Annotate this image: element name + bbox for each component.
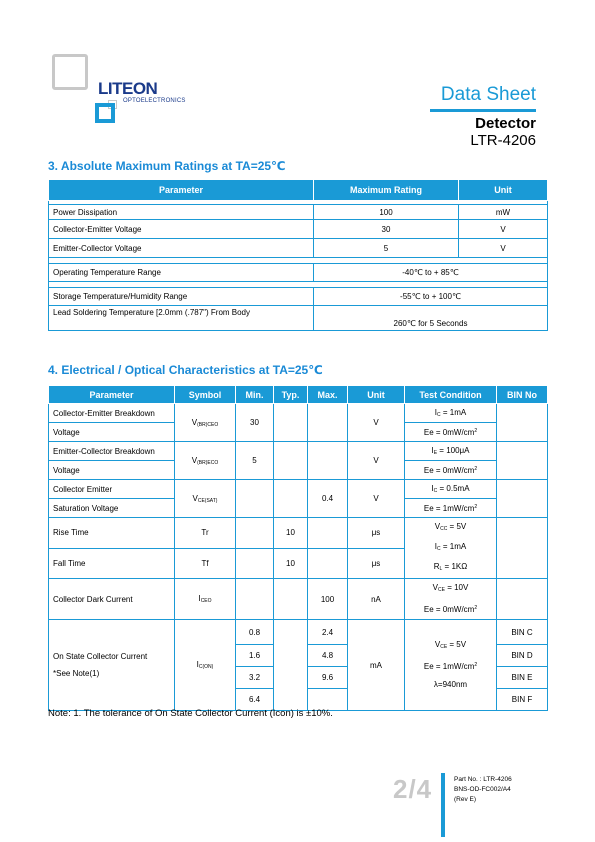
table-row — [49, 239, 548, 258]
cell-bin: BIN D — [497, 645, 548, 667]
cell-condition: $I_C = 0.5mA$ — [405, 480, 497, 499]
section-4-title: 4. Electrical / Optical Characteristics at TA=25℃ — [48, 363, 323, 377]
table-row — [49, 264, 548, 282]
doc-title: Data Sheet — [440, 84, 536, 105]
cell-rating: 30 — [314, 220, 459, 239]
cell-param: On State Collector Current *See Note(1) — [49, 620, 175, 711]
logo-square-blue — [95, 103, 115, 123]
section-3-title: 3. Absolute Maximum Ratings at TA=25℃ — [48, 159, 286, 173]
cell-typ: 10 — [274, 518, 308, 549]
cell-param: Emitter-Collector Breakdown — [49, 442, 175, 461]
page-number: 2/4 — [393, 774, 433, 804]
footer-bar — [441, 773, 445, 837]
cell-min: 3.2 — [236, 667, 274, 689]
cell-bin — [497, 518, 548, 579]
cell-param: Fall Time — [49, 548, 175, 579]
footnote: Note: 1. The tolerance of On State Collector Current (Icon) is ±10%. — [48, 708, 333, 719]
table-header: Maximum Rating — [314, 180, 459, 201]
cell-min — [236, 579, 274, 620]
cell-rating: -40℃ to + 85℃ — [314, 264, 548, 282]
cell-condition: $I_E = 100\mu A$ — [405, 442, 497, 461]
cell-bin: BIN C — [497, 620, 548, 645]
cell-unit: V — [348, 404, 405, 442]
cell-bin — [497, 442, 548, 480]
cell-symbol: $V_{CE(SAT)}$ — [175, 480, 236, 518]
cell-param: Collector-Emitter Voltage — [49, 220, 314, 239]
table-header: Symbol — [175, 386, 236, 404]
cell-unit: mA — [348, 620, 405, 711]
table-header: Max. — [308, 386, 348, 404]
cell-unit: V — [459, 239, 548, 258]
table-header: BIN No — [497, 386, 548, 404]
cell-rating: 100 — [314, 205, 459, 220]
table-header: Parameter — [49, 180, 314, 201]
cell-condition: $Ee = 0mW/cm^2$ — [405, 423, 497, 442]
table-header: Test Condition — [405, 386, 497, 404]
footer-part-no: Part No. : LTR-4206 — [454, 776, 512, 783]
cell-max: 4.8 — [308, 645, 348, 667]
cell-symbol: $I_{C(ON)}$ — [175, 620, 236, 711]
title-underline — [430, 109, 536, 112]
cell-min: 5 — [236, 442, 274, 480]
cell-symbol: $I_{CEO}$ — [175, 579, 236, 620]
table-row — [49, 288, 548, 306]
cell-param: Saturation Voltage — [49, 499, 175, 518]
cell-param: Voltage — [49, 461, 175, 480]
table-row — [49, 518, 548, 549]
cell-symbol: $V_{(BR)CEO}$ — [175, 404, 236, 442]
cell-param: Storage Temperature/Humidity Range — [49, 288, 314, 306]
cell-param: Lead Soldering Temperature [2.0mm (.787") From Body — [49, 306, 314, 331]
cell-param: Voltage — [49, 423, 175, 442]
table-row — [49, 620, 548, 645]
cell-param: Power Dissipation — [49, 205, 314, 220]
cell-max — [308, 404, 348, 442]
cell-rating: 5 — [314, 239, 459, 258]
cell-condition: $Ee = 0mW/cm^2$ — [405, 461, 497, 480]
cell-param: Collector-Emitter Breakdown — [49, 404, 175, 423]
table-row — [49, 579, 548, 620]
table-row — [49, 205, 548, 220]
cell-unit: μs — [348, 548, 405, 579]
table-row — [49, 306, 548, 331]
cell-symbol: Tf — [175, 548, 236, 579]
cell-condition: $I_C = 1mA$ — [405, 404, 497, 423]
table-row — [49, 220, 548, 239]
cell-param: Rise Time — [49, 518, 175, 549]
footer-doc-no: BNS-OD-FC002/A4 — [454, 786, 511, 793]
cell-typ — [274, 442, 308, 480]
cell-bin — [497, 480, 548, 518]
cell-typ — [274, 404, 308, 442]
cell-typ — [274, 579, 308, 620]
cell-unit: V — [348, 480, 405, 518]
cell-rating: 260℃ for 5 Seconds — [314, 306, 548, 331]
cell-min — [236, 480, 274, 518]
cell-param: Emitter-Collector Voltage — [49, 239, 314, 258]
characteristics-table — [48, 385, 548, 711]
cell-min: 30 — [236, 404, 274, 442]
cell-bin: BIN E — [497, 667, 548, 689]
cell-condition: $V_{CE} = 5V$ $Ee = 1mW/cm^2$ λ=940nm — [405, 620, 497, 711]
cell-symbol: $V_{(BR)ECO}$ — [175, 442, 236, 480]
cell-unit: nA — [348, 579, 405, 620]
logo-text: LITEON — [98, 79, 158, 98]
cell-bin: BIN F — [497, 689, 548, 711]
max-ratings-table — [48, 179, 548, 331]
cell-bin — [497, 404, 548, 442]
table-header: Min. — [236, 386, 274, 404]
cell-param: Collector Dark Current — [49, 579, 175, 620]
table-header: Typ. — [274, 386, 308, 404]
table-header: Unit — [348, 386, 405, 404]
cell-typ: 10 — [274, 548, 308, 579]
cell-min: 0.8 — [236, 620, 274, 645]
table-row — [49, 480, 548, 499]
table-row — [49, 404, 548, 423]
cell-max: 2.4 — [308, 620, 348, 645]
cell-unit: V — [348, 442, 405, 480]
logo-subtext: OPTOELECTRONICS — [123, 98, 186, 104]
cell-symbol: Tr — [175, 518, 236, 549]
part-number: LTR-4206 — [470, 132, 536, 149]
table-header: Unit — [459, 180, 548, 201]
cell-max — [308, 518, 348, 549]
cell-max: 9.6 — [308, 667, 348, 689]
cell-max — [308, 442, 348, 480]
cell-param: Collector Emitter — [49, 480, 175, 499]
doc-subtitle: Detector — [475, 115, 536, 132]
cell-min: 1.6 — [236, 645, 274, 667]
table-header: Parameter — [49, 386, 175, 404]
cell-rating: -55℃ to + 100℃ — [314, 288, 548, 306]
cell-param: Operating Temperature Range — [49, 264, 314, 282]
cell-min: 6.4 — [236, 689, 274, 711]
cell-min — [236, 518, 274, 549]
cell-max: 0.4 — [308, 480, 348, 518]
cell-typ — [274, 620, 308, 711]
footer-info — [454, 775, 512, 805]
cell-unit: V — [459, 220, 548, 239]
footer-rev: (Rev E) — [454, 796, 477, 803]
cell-condition: $V_{CE} = 10V$ $Ee = 0mW/cm^2$ — [405, 579, 497, 620]
cell-condition: $Ee = 1mW/cm^2$ — [405, 499, 497, 518]
table-row — [49, 442, 548, 461]
cell-min — [236, 548, 274, 579]
cell-unit: μs — [348, 518, 405, 549]
cell-condition: $V_{CC} = 5V$ $I_C = 1mA$ $R_L = 1K\Omega$ — [405, 518, 497, 579]
logo-square-outline — [52, 54, 88, 90]
cell-unit: mW — [459, 205, 548, 220]
cell-bin — [497, 579, 548, 620]
cell-max: 100 — [308, 579, 348, 620]
cell-max — [308, 548, 348, 579]
cell-typ — [274, 480, 308, 518]
